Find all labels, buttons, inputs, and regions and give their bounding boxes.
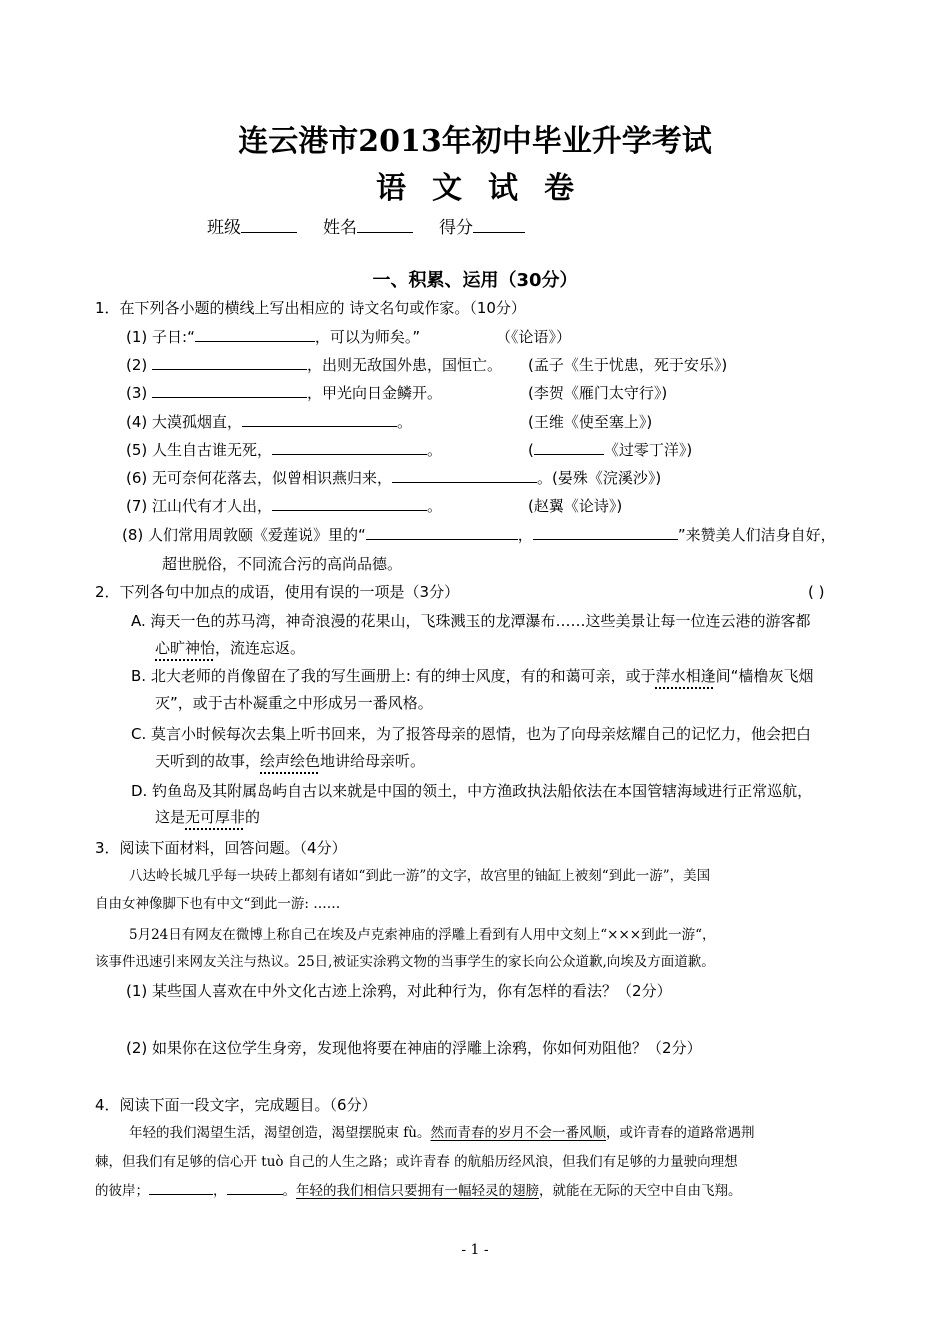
name-label: 姓名: [323, 218, 357, 238]
page-number: - 1 -: [461, 1242, 489, 1258]
q2-option-d-idiom: 无可厚非: [185, 808, 246, 826]
q4-line-3-comma: ，: [213, 1183, 227, 1199]
q1-item-4-blank: [242, 412, 397, 427]
q1-item-5-src-pre: (: [528, 441, 534, 459]
class-field: [207, 213, 297, 238]
score-label: 得分: [439, 218, 473, 238]
q1-item-2-blank: [152, 355, 307, 370]
q1-item-7-post: 。: [427, 497, 443, 515]
q3-subquestion-1: (1) 某些国人喜欢在中外文化古迹上涂鸦，对此种行为，你有怎样的看法？（2分）: [126, 982, 672, 1000]
q1-item-4: [126, 412, 412, 432]
name-blank: [357, 218, 413, 233]
q1-item-2-pre: (2): [126, 356, 153, 374]
q1-item-8-post: ”来赞美人们洁身自好，: [677, 526, 836, 544]
q1-item-3-source: (李贺《雁门太守行》): [528, 384, 668, 402]
q1-item-2: [126, 355, 502, 375]
exam-subtitle: 语文试卷: [376, 171, 600, 206]
q1-item-6-pre: (6) 无可奈何花落去，似曾相识燕归来，: [126, 469, 393, 487]
q1-item-8: [122, 525, 836, 545]
q1-item-5-pre: (5) 人生自古谁无死，: [126, 441, 273, 459]
q4-line-3-pre: 的彼岸；: [95, 1183, 149, 1199]
q4-line-2: 棘，但我们有足够的信心开 tuò 自己的人生之路；或许青春 的航船历经风浪，但我们有足够的力量驶向理想: [95, 1154, 738, 1170]
q3-passage-1b: 自由女神像脚下也有中文“到此一游: ……: [95, 896, 341, 912]
q1-item-5-post: 。: [427, 441, 443, 459]
q1-item-5-blank: [272, 440, 427, 455]
q2-option-b-idiom: 萍水相逢: [655, 667, 716, 685]
q3-passage-2a: 5月24日有网友在微博上称自己在埃及卢克索神庙的浮雕上看到有人用中文刻上“×××到此一游“，: [129, 927, 716, 943]
q4-blank-2: [227, 1180, 283, 1195]
q1-item-1-source: （《论语》）: [496, 328, 572, 346]
q1-item-4-source: (王维《使至塞上》): [528, 413, 653, 431]
q1-item-5-source: [528, 440, 692, 460]
score-blank: [473, 218, 525, 233]
q1-item-7-blank: [272, 496, 427, 511]
q1-item-8-mid: ，: [517, 526, 533, 544]
q1-item-7-pre: (7) 江山代有才人出，: [126, 497, 273, 515]
q1-item-1-post: ，可以为师矣。”: [314, 328, 421, 346]
q2-option-c-post: 地讲给母亲听。: [320, 752, 426, 770]
q1-item-8-pre: (8) 人们常用周敦颐《爱莲说》里的“: [122, 526, 366, 544]
score-field: [439, 213, 525, 238]
q1-item-1-blank: [195, 327, 315, 342]
q1-item-5-src: 《过零丁洋》): [603, 441, 693, 459]
q1-item-6-post: 。(晏殊《浣溪沙》): [537, 469, 662, 487]
q1-item-5: [126, 440, 442, 460]
q2-option-b-post: 间“樯橹灰飞烟: [715, 667, 814, 685]
q1-item-6-blank: [392, 468, 537, 483]
q3-subquestion-2: (2) 如果你在这位学生身旁，发现他将要在神庙的浮雕上涂鸦，你如何劝阻他？（2分）: [126, 1039, 702, 1057]
q1-item-8-line2: 超世脱俗，不同流合污的高尚品德。: [162, 555, 403, 573]
q1-item-1-pre: (1) 子日:“: [126, 328, 195, 346]
q2-option-c-line2: [155, 751, 425, 771]
q4-line-3: [95, 1180, 742, 1201]
q2-option-b-line2: 灭”，或于古朴凝重之中形成另一番风格。: [155, 694, 433, 712]
q1-item-5-author-blank: [534, 440, 604, 455]
q4-line-1-pre: 年轻的我们渴望生活，渴望创造，渴望摆脱束 fù。: [129, 1125, 431, 1141]
q1-item-1: [126, 327, 420, 347]
q2-option-a-rest: ，流连忘返。: [215, 639, 306, 657]
q1-item-8-blank-2: [533, 525, 678, 540]
q1-item-3-pre: (3): [126, 384, 153, 402]
q4-underlined-sentence-1: 然而青春的岁月不会一番风顺: [430, 1125, 606, 1141]
q3-stem: 3．阅读下面材料，回答问题。（4分）: [95, 839, 347, 857]
q2-option-b-line1: [131, 666, 813, 686]
exam-title: 连云港市2013年初中毕业升学考试: [238, 124, 712, 159]
q4-line-1: [129, 1123, 754, 1143]
class-label: 班级: [207, 218, 241, 238]
q1-stem: 1．在下列各小题的横线上写出相应的 诗文名句或作家。（10分）: [95, 299, 526, 317]
q2-option-d-line2: [155, 807, 260, 827]
q1-item-2-post: ，出则无敌国外患，国恒亡。: [307, 356, 503, 374]
q1-item-7-source: (赵翼《论诗》): [528, 497, 623, 515]
q2-option-b-pre: B. 北大老师的肖像留在了我的写生画册上: 有的绅士风度，有的和蔼可亲，或于: [131, 667, 656, 685]
q2-answer-bracket: ( ): [808, 583, 825, 601]
q2-option-d-line1: D. 钓鱼岛及其附属岛屿自古以来就是中国的领土，中方渔政执法船依法在本国管辖海域进行正常巡航，: [131, 782, 813, 800]
q1-item-2-source: (孟子《生于忧患，死于安乐》): [528, 356, 728, 374]
q2-option-d-pre: 这是: [155, 808, 186, 826]
q2-option-c-pre: 天听到的故事，: [155, 752, 261, 770]
q2-stem: 2．下列各句中加点的成语，使用有误的一项是（3分）: [95, 583, 460, 601]
q2-option-d-post: 的: [245, 808, 261, 826]
q4-underlined-sentence-2: 年轻的我们相信只要拥有一幅轻灵的翅膀: [296, 1183, 539, 1199]
q3-passage-2b: 该事件迅速引来网友关注与热议。25日,被证实涂鸦文物的当事学生的家长向公众道歉,向埃及方面道歉。: [95, 954, 715, 970]
q4-blank-1: [149, 1180, 213, 1195]
q1-item-4-post: 。: [397, 413, 413, 431]
class-blank: [241, 218, 297, 233]
q4-line-3-period: 。: [282, 1183, 296, 1199]
q4-line-3-post: ，就能在无际的天空中自由飞翔。: [539, 1183, 742, 1199]
q1-item-3-post: ，甲光向日金鳞开。: [307, 384, 443, 402]
q1-item-3-blank: [152, 383, 307, 398]
q1-item-4-pre: (4) 大漠孤烟直，: [126, 413, 243, 431]
q2-option-c-line1: C. 莫言小时候每次去集上听书回来，为了报答母亲的恩情，也为了向母亲炫耀自己的记忆力，他会把白: [131, 725, 812, 743]
q4-stem: 4．阅读下面一段文字，完成题目。（6分）: [95, 1096, 377, 1114]
q1-item-6: [126, 468, 661, 488]
q2-option-c-idiom: 绘声绘色: [260, 752, 321, 770]
q2-option-a-line2: [155, 638, 305, 658]
q3-passage-1a: 八达岭长城几乎每一块砖上都刻有诸如“到此一游”的文字，故宫里的铀缸上被刻“到此一游”，美国: [129, 868, 711, 884]
name-field: [323, 213, 413, 238]
q2-option-a-line1: A. 海天一色的苏马湾，神奇浪漫的花果山，飞珠溅玉的龙潭瀑布……这些美景让每一位连云港的游客都: [131, 612, 811, 630]
q4-line-1-post: ，或许青春的道路常遇荆: [605, 1125, 755, 1141]
q1-item-7: [126, 496, 442, 516]
q1-item-8-blank-1: [366, 525, 518, 540]
q2-option-a-idiom: 心旷神怡: [155, 639, 216, 657]
section-heading: 一、积累、运用（30分）: [372, 270, 578, 291]
q1-item-3: [126, 383, 442, 403]
